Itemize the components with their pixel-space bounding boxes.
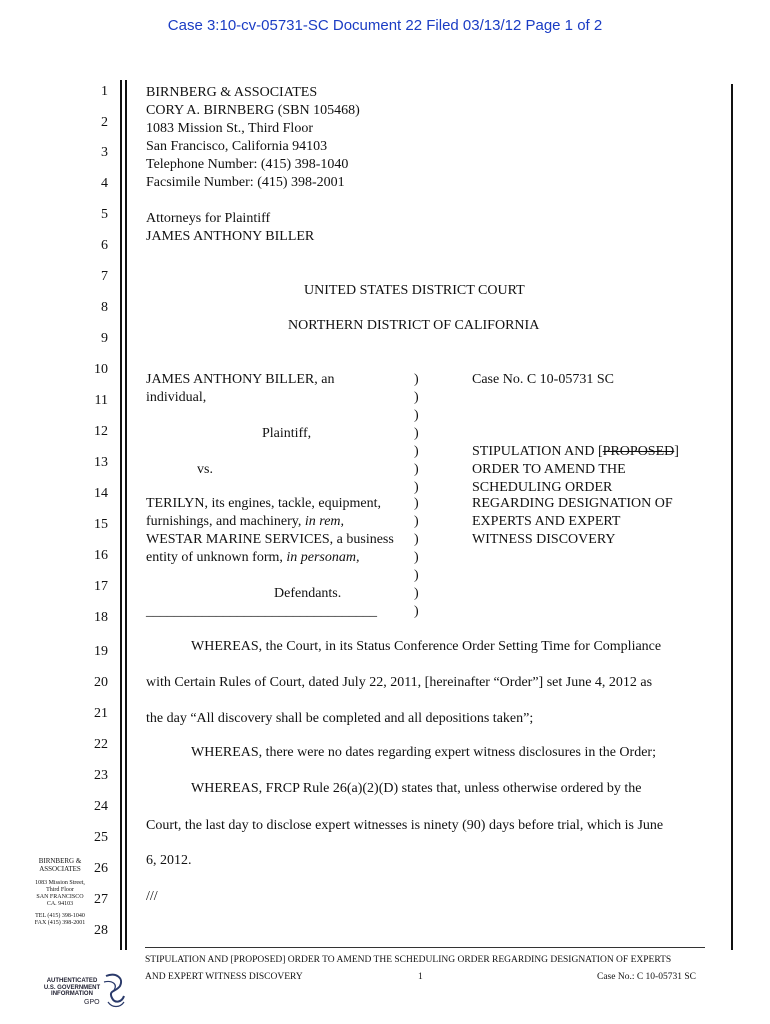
attorney-line: 1083 Mission St., Third Floor [146, 121, 313, 136]
line-number: 16 [94, 548, 108, 563]
versus-label: vs. [197, 462, 213, 477]
attorneys-for: Attorneys for Plaintiff [146, 211, 271, 226]
body-line: WHEREAS, there were no dates regarding expert witness disclosures in the Order; [191, 745, 656, 760]
in-personam: in personam, [286, 550, 360, 565]
footer-case-number: Case No.: C 10-05731 SC [597, 972, 696, 982]
line-number: 17 [94, 579, 108, 594]
title-pre: STIPULATION AND [ [472, 444, 603, 459]
defendant-line: TERILYN, its engines, tackle, equipment, [146, 496, 381, 511]
line-number: 11 [94, 393, 108, 408]
line-number: 2 [101, 115, 108, 130]
line-number: 21 [94, 706, 108, 721]
line-number: 5 [101, 207, 108, 222]
body-line: WHEREAS, the Court, in its Status Conference Order Setting Time for Compliance [191, 639, 662, 654]
line-number: 8 [101, 300, 108, 315]
line-number: 6 [101, 238, 108, 253]
sidebar-firm: BIRNBERG & ASSOCIATES [38, 857, 82, 873]
defendant-line [146, 549, 360, 567]
footer-title-line1: STIPULATION AND [PROPOSED] ORDER TO AMEND THE SCHEDULING ORDER REGARDING DESIGNATION OF EXPERTS [145, 955, 672, 965]
line-number: 22 [94, 737, 108, 752]
line-number: 9 [101, 331, 108, 346]
title-post: ] [674, 444, 679, 459]
line-number: 12 [94, 424, 108, 439]
attorney-line: San Francisco, California 94103 [146, 139, 328, 154]
line-number: 15 [94, 517, 108, 532]
court-name: UNITED STATES DISTRICT COURT [304, 283, 525, 298]
plaintiff-desc: individual, [146, 390, 207, 405]
line-number: 4 [101, 176, 108, 191]
line-number: 7 [101, 269, 108, 284]
line-number: 14 [94, 486, 108, 501]
defendant-line-text: entity of unknown form, [146, 550, 283, 565]
attorney-line: Telephone Number: (415) 398-1040 [146, 157, 349, 172]
line-number: 23 [94, 768, 108, 783]
gpo-text: AUTHENTICATED U.S. GOVERNMENT INFORMATION [43, 978, 101, 997]
body-line: with Certain Rules of Court, dated July 22, 2011, [hereinafter “Order”] set June 4, 2012 as [146, 675, 653, 690]
plaintiff-name: JAMES ANTHONY BILLER, an [146, 372, 335, 387]
line-number: 24 [94, 799, 108, 814]
body-line: 6, 2012. [146, 853, 192, 868]
defendant-line: WESTAR MARINE SERVICES, a business [146, 532, 394, 547]
attorney-line: BIRNBERG & ASSOCIATES [146, 85, 318, 100]
body-line: /// [146, 889, 158, 904]
body-line: Court, the last day to disclose expert witnesses is ninety (90) days before trial, which is June [146, 818, 664, 833]
footer-page-number: 1 [418, 972, 423, 982]
title-line [472, 443, 679, 461]
right-margin-rule [731, 84, 733, 950]
sidebar-address: 1083 Mission Street, Third Floor SAN FRANCISCO CA. 94103 [35, 880, 85, 907]
eagle-icon [102, 972, 128, 1010]
line-number: 13 [94, 455, 108, 470]
court-district: NORTHERN DISTRICT OF CALIFORNIA [288, 318, 540, 333]
title-line: SCHEDULING ORDER [472, 480, 613, 495]
gpo-authentication-logo [40, 972, 130, 1012]
defendant-line-text: furnishings, and machinery, [146, 514, 302, 529]
line-number: 25 [94, 830, 108, 845]
caption-underline: _________________________________ [146, 604, 377, 619]
line-number: 20 [94, 675, 108, 690]
attorney-line: CORY A. BIRNBERG (SBN 105468) [146, 103, 360, 118]
line-number: 27 [94, 892, 108, 907]
footer-rule [145, 947, 705, 948]
line-number: 3 [101, 145, 108, 160]
title-line: ORDER TO AMEND THE [472, 462, 626, 477]
case-number: Case No. C 10-05731 SC [472, 372, 614, 387]
title-line: REGARDING DESIGNATION OF [472, 496, 673, 511]
body-line: the day “All discovery shall be completed and all depositions taken”; [146, 711, 534, 726]
line-number: 1 [101, 84, 108, 99]
title-line: WITNESS DISCOVERY [472, 532, 616, 547]
client-name: JAMES ANTHONY BILLER [146, 229, 315, 244]
body-line: WHEREAS, FRCP Rule 26(a)(2)(D) states that, unless otherwise ordered by the [191, 781, 642, 796]
footer-title-line2: AND EXPERT WITNESS DISCOVERY [145, 972, 303, 982]
title-line: EXPERTS AND EXPERT [472, 514, 621, 529]
line-number: 18 [94, 610, 108, 625]
line-number: 26 [94, 861, 108, 876]
defendants-label: Defendants. [274, 586, 342, 601]
attorney-line: Facsimile Number: (415) 398-2001 [146, 175, 345, 190]
case-header: Case 3:10-cv-05731-SC Document 22 Filed 03/13/12 Page 1 of 2 [167, 17, 603, 34]
gpo-label: GPO [84, 999, 100, 1006]
line-number: 10 [94, 362, 108, 377]
defendant-line [146, 513, 344, 531]
left-margin-rule-inner [125, 80, 127, 950]
line-number: 28 [94, 923, 108, 938]
plaintiff-label: Plaintiff, [262, 426, 312, 441]
line-number: 19 [94, 644, 108, 659]
sidebar-phone: TEL (415) 398-1040 FAX (415) 398-2001 [34, 913, 86, 926]
in-rem: in rem, [304, 514, 345, 529]
left-margin-rule-outer [120, 80, 122, 950]
struck-proposed: PROPOSED [602, 444, 675, 459]
